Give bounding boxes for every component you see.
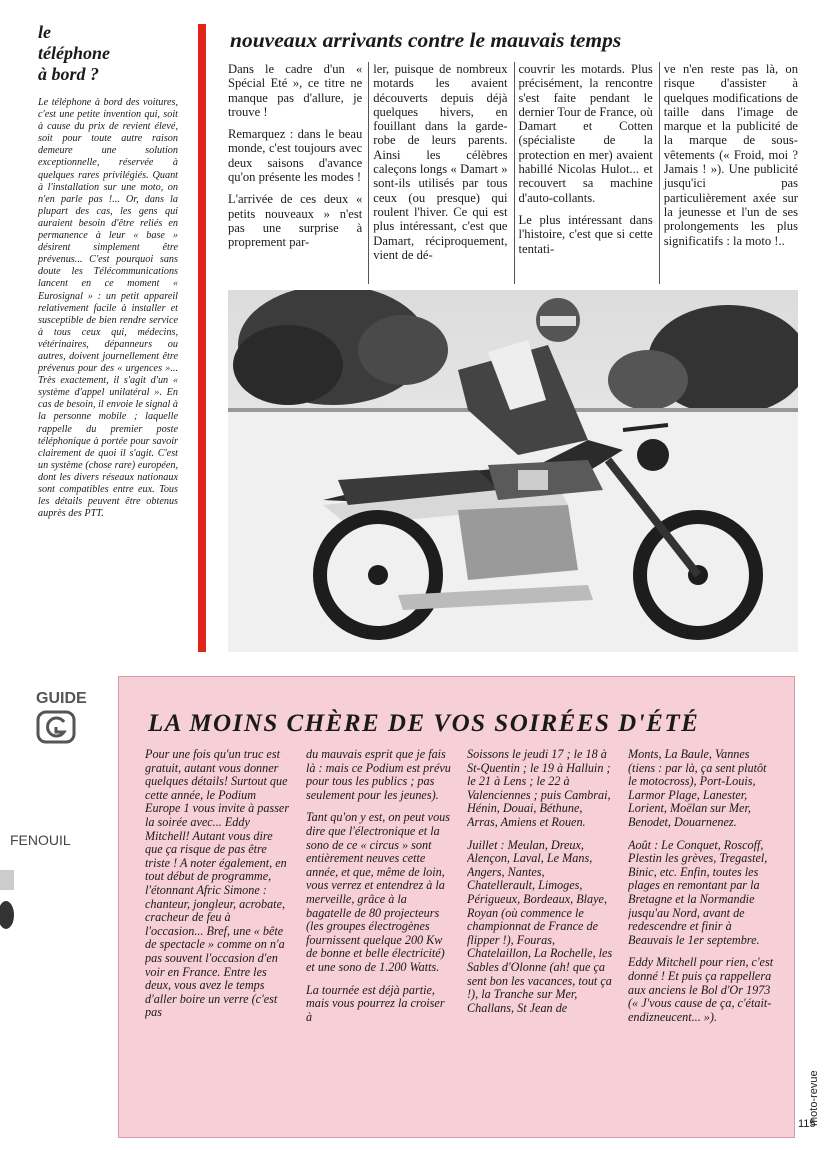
accent-bar [198, 24, 206, 652]
feature-column [467, 748, 614, 1128]
feature-column [145, 748, 292, 1128]
guide-label: GUIDE [36, 690, 87, 707]
sponsor-label: FENOUIL [10, 832, 71, 848]
article-column [368, 62, 507, 284]
paragraph: ler, puisque de nombreux motards les avaient découverts depuis déjà quelques hivers, en fouillant dans la garde-robe de leurs parents. Ainsi les célèbres caleçons longs « Damart » sont-ils utilisés par tous ceux (ou presque) qui roulent l'hiver. Ce qui est plus intéressant, c'est que Damart, réciproquement, vient de dé- [373, 62, 508, 262]
article-column [659, 62, 798, 284]
paragraph: Tant qu'on y est, on peut vous dire que l'électronique et la sono de ce « circus » sont entièrement neuves cette année, et que, même de loin, vous verrez et entendrez à la merveille, grâce à la bagatelle de 80 projecteurs (les groupes électrogènes fournissent quelque 200 Kw de bonne et belle électricité) et une sono de 1.200 Watts. [306, 810, 450, 974]
paragraph: Dans le cadre d'un « Spécial Eté », ce titre ne manque pas d'allure, je trouve ! [228, 62, 363, 119]
magazine-name-text: moto-revue [808, 1070, 820, 1126]
decorative-figure [0, 860, 20, 940]
paragraph: Pour une fois qu'un truc est gratuit, autant vous donner quelques détails! Surtout que cette année, le Podium Europe 1 vous invite à passer la soirée avec... Eddy Mitchell! Autant vous dire que ça risque de pas être triste ! A noter également, en tout début de programme, l'étonnant Afric Simone : chanteur, jongleur, acrobate, cracheur de feu à l'occasion... Bref, une « bête de spectacle » comme on n'a pas souvent l'occasion d'en voir en France. Entre les deux, vous avez le temps d'aller boire un verre (c'est pas [145, 748, 290, 1020]
sidebar-body: Le téléphone à bord des voitures, c'est une petite invention qui, soit à cause du prix de revient élevé, soit pour toute autre raison demeure une solution exceptionnelle, réservée à quelques rares privilégiés. Quant à l'installation sur une moto, on n'en parle pas !... Or, dans la plupart des cas, les gens qui auraient besoin d'être reliés en permanence à leur « base » désirent simplement être prévenus... C'est pourquoi sans doute les Télécommunications lancent en ce moment « Eurosignal » : un petit appareil relativement facile à installer et susceptible de bien rendre service à tous ceux qui, médecins, vétérinaires, dépanneurs ou autres, doivent journellement être prévenus pour des « urgences »... Très exactement, il s'agit d'un « système d'appel unilatéral ». En cas de besoin, il envoie le signal à la personne mobile ; laquelle rappelle du premier poste téléphonique à portée pour savoir clairement de quoi il s'agit. C'est un système (chose rare) européen, dont les divers réseaux nationaux sont compatibles entre eux. Tous les détails peuvent être obtenus auprès des PTT. [38, 97, 178, 520]
paragraph: Juillet : Meulan, Dreux, Alençon, Laval, Le Mans, Angers, Nantes, Chatellerault, Limoges, Périgueux, Bordeaux, Blaye, Royan (où commence le championnat de France de flipper !), Fouras, Chatelaillon, La Rochelle, les Sables d'Olonne (ah! que ça sent bon les vacances, tout ça !), la Tranche sur Mer, Challans, St Jean de [467, 837, 613, 1015]
paragraph: Le plus intéressant dans l'histoire, c'est que si cette tentati- [518, 212, 653, 256]
guide-icon [36, 710, 76, 744]
guide-logo [36, 690, 87, 749]
paragraph: Août : Le Conquet, Roscoff, Plestin les grèves, Tregastel, Binic, etc. Enfin, toutes les plages en remontant par la Bretagne et la Normandie jusqu'au Nord, avant de redescendre et finir à Beauvais le 1er septembre. [628, 837, 768, 947]
sidebar-title: le téléphone à bord ? [38, 22, 110, 84]
article-columns [228, 62, 798, 284]
feature-columns [145, 748, 775, 1128]
motorcycle-photo [228, 290, 798, 652]
paragraph: L'arrivée de ces deux « petits nouveaux » n'est pas une surprise à proprement par- [228, 192, 363, 250]
paragraph: du mauvais esprit que je fais là : mais ce Podium est prévu pour tous les publics ; pas seulement pour les jeunes). [306, 748, 451, 802]
article-column [514, 62, 653, 284]
page-number: 115 [798, 1118, 816, 1130]
article-title: nouveaux arrivants contre le mauvais temps [230, 28, 622, 52]
sidebar-article [38, 22, 178, 520]
paragraph: Soissons le jeudi 17 ; le 18 à St-Quentin ; le 19 à Halluin ; le 21 à Lens ; le 22 à Valenciennes ; puis Cambrai, Hénin, Douai, Béthune, Arras, Amiens et Rouen. [467, 748, 611, 829]
paragraph: La tournée est déjà partie, mais vous pourrez la croiser à [306, 982, 445, 1024]
article-column [228, 62, 362, 284]
paragraph: Monts, La Baule, Vannes (tiens : par là, ça sent plutôt le motocross), Port-Louis, Larmor Plage, Lanester, Lorient, Moëlan sur Mer, Benodet, Douarnenez. [628, 748, 767, 829]
paragraph: Eddy Mitchell pour rien, c'est donné ! Et puis ça rappellera aux anciens le Bol d'Or 1973 (« J'vous cause de ça, c'était-endizneucent... »). [628, 955, 774, 1024]
paragraph: Remarquez : dans le beau monde, c'est toujours avec deux saisons d'avance qu'on présente les modes ! [228, 127, 363, 185]
paragraph: ve n'en reste pas là, on risque d'assister à quelques modifications de taille dans l'image de marque et la publicité de la marque de sous-vêtements (« Froid, moi ? Jamais ! »). Une publicité jusqu'ici pas particulièrement axée sur la jeunesse et l'un de ses prolongements les plus significatifs : la moto !.. [663, 62, 798, 248]
feature-column [306, 748, 453, 1128]
feature-column [628, 748, 775, 1128]
paragraph: couvrir les motards. Plus précisément, la rencontre s'est faite pendant le dernier Tour de France, où Damart et Cotten (spécialiste de la protection en mer) avaient habillé Nicolas Hulot... et recouvert sa machine d'auto-collants. [518, 62, 653, 205]
feature-title: LA MOINS CHÈRE DE VOS SOIRÉES D'ÉTÉ [148, 710, 700, 737]
